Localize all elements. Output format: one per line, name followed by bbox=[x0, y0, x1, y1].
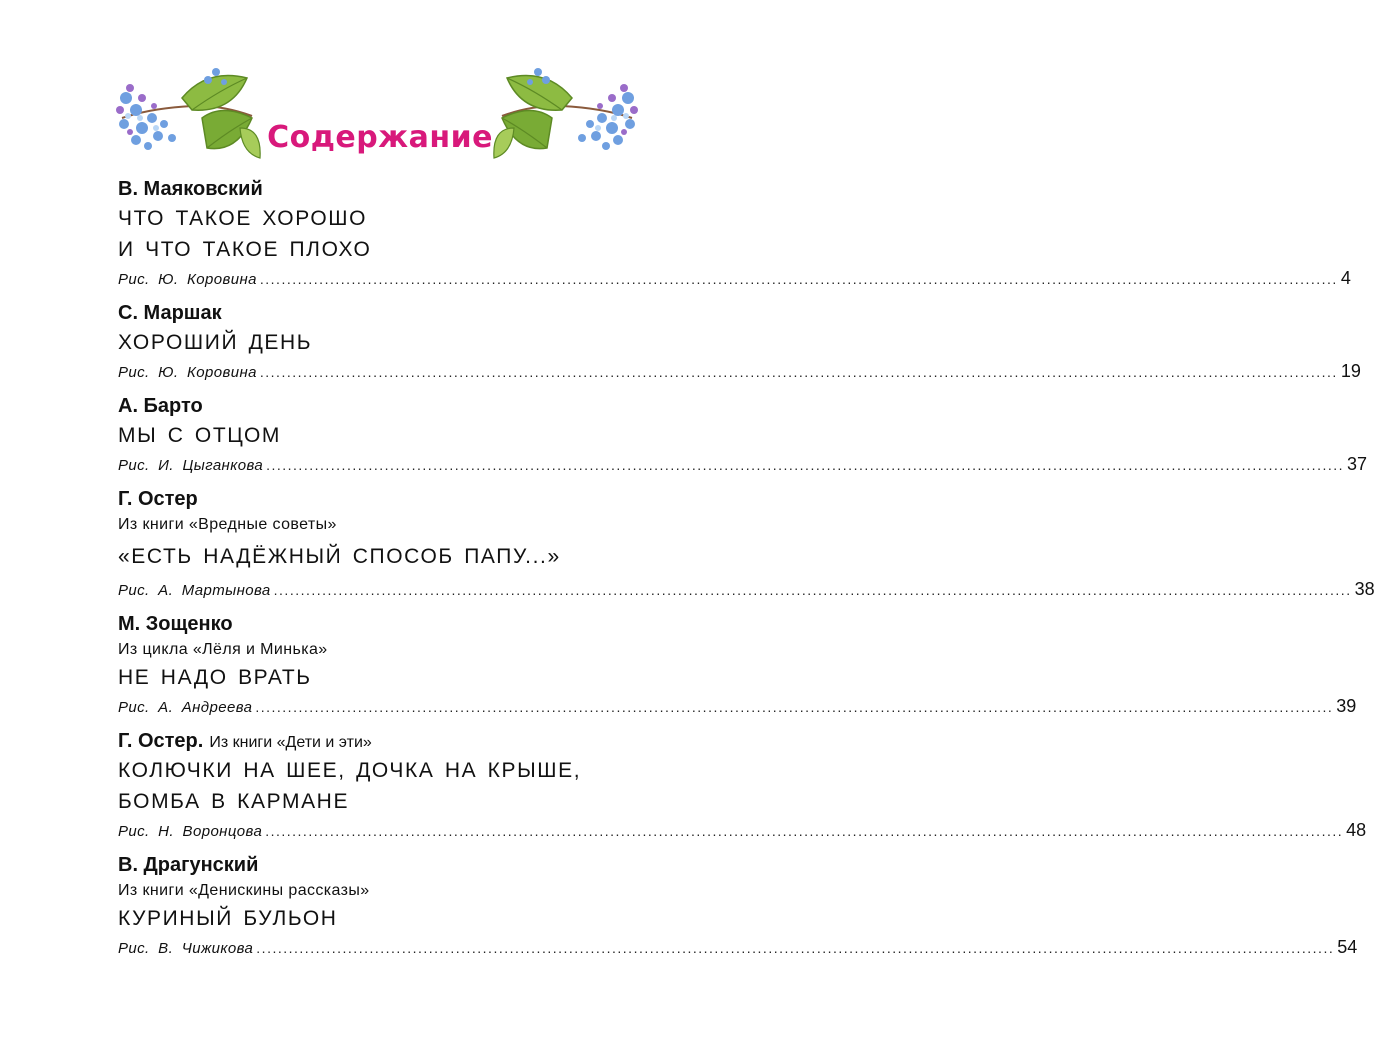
illustrator: Рис. В. Чижикова bbox=[118, 940, 254, 957]
author-name: В. Драгунский bbox=[118, 854, 259, 876]
toc-header bbox=[0, 58, 786, 168]
page-title: Содержание bbox=[267, 120, 493, 155]
illustrator: Рис. А. Мартынова bbox=[118, 582, 271, 599]
dot-leader: ........................................................................................................................................................................................................ bbox=[255, 699, 1334, 715]
toc-entry[interactable] bbox=[118, 728, 1367, 844]
dot-leader: ........................................................................................................................................................................................................ bbox=[273, 582, 1352, 598]
source-note: Из книги «Дети и эти» bbox=[209, 734, 372, 751]
illustrator-line bbox=[118, 451, 1368, 478]
work-title: БОМБА В КАРМАНЕ bbox=[118, 790, 350, 813]
toc-entry[interactable] bbox=[118, 393, 1368, 478]
illustrator: Рис. Ю. Коровина bbox=[118, 364, 257, 381]
illustrator: Рис. И. Цыганкова bbox=[118, 457, 264, 474]
dot-leader: ........................................................................................................................................................................................................ bbox=[259, 364, 1338, 380]
toc-entry[interactable] bbox=[118, 852, 1358, 961]
page-number: 4 bbox=[1340, 268, 1351, 288]
illustrator-line bbox=[118, 817, 1367, 844]
author-name: А. Барто bbox=[118, 395, 203, 417]
lilac-flower-left-icon bbox=[112, 58, 272, 168]
illustrator: Рис. А. Андреева bbox=[118, 699, 253, 716]
page-number: 19 bbox=[1340, 361, 1361, 381]
work-title: И ЧТО ТАКОЕ ПЛОХО bbox=[118, 238, 372, 261]
illustrator-line bbox=[118, 934, 1358, 961]
author-name: Г. Остер bbox=[118, 488, 198, 510]
work-title: МЫ С ОТЦОМ bbox=[118, 424, 281, 447]
dot-leader: ........................................................................................................................................................................................................ bbox=[256, 940, 1335, 956]
author-name: Г. Остер. bbox=[118, 730, 204, 752]
dot-leader: ........................................................................................................................................................................................................ bbox=[266, 457, 1345, 473]
author-name: В. Маяковский bbox=[118, 178, 263, 200]
dot-leader: ........................................................................................................................................................................................................ bbox=[265, 823, 1344, 839]
toc-entry[interactable] bbox=[118, 300, 1361, 385]
work-title: НЕ НАДО ВРАТЬ bbox=[118, 666, 312, 689]
work-title: ЧТО ТАКОЕ ХОРОШО bbox=[118, 207, 368, 230]
page-number: 48 bbox=[1346, 820, 1367, 840]
work-title: «ЕСТЬ НАДЁЖНЫЙ СПОСОБ ПАПУ...» bbox=[118, 545, 561, 568]
illustrator-line bbox=[118, 265, 1351, 292]
lilac-flower-right-icon bbox=[482, 58, 642, 168]
illustrator-line bbox=[118, 358, 1361, 385]
source-note: Из книги «Денискины рассказы» bbox=[118, 882, 370, 899]
author-name: С. Маршак bbox=[118, 302, 222, 324]
toc-entry[interactable] bbox=[118, 486, 1375, 603]
toc-entry[interactable] bbox=[118, 611, 1357, 720]
work-title: ХОРОШИЙ ДЕНЬ bbox=[118, 331, 313, 354]
page-number: 37 bbox=[1347, 454, 1368, 474]
table-of-contents bbox=[118, 176, 1375, 969]
illustrator-line bbox=[118, 693, 1357, 720]
work-title: КОЛЮЧКИ НА ШЕЕ, ДОЧКА НА КРЫШЕ, bbox=[118, 759, 582, 782]
source-note: Из цикла «Лёля и Минька» bbox=[118, 641, 328, 658]
illustrator: Рис. Н. Воронцова bbox=[118, 823, 263, 840]
work-title: КУРИНЫЙ БУЛЬОН bbox=[118, 907, 338, 930]
source-note: Из книги «Вредные советы» bbox=[118, 516, 337, 533]
author-name: М. Зощенко bbox=[118, 613, 233, 635]
illustrator-line bbox=[118, 576, 1375, 603]
page-number: 39 bbox=[1336, 696, 1357, 716]
page-number: 54 bbox=[1337, 937, 1358, 957]
page-number: 38 bbox=[1354, 579, 1375, 599]
dot-leader: ........................................................................................................................................................................................................ bbox=[259, 271, 1338, 287]
illustrator: Рис. Ю. Коровина bbox=[118, 271, 257, 288]
toc-entry[interactable] bbox=[118, 176, 1351, 292]
